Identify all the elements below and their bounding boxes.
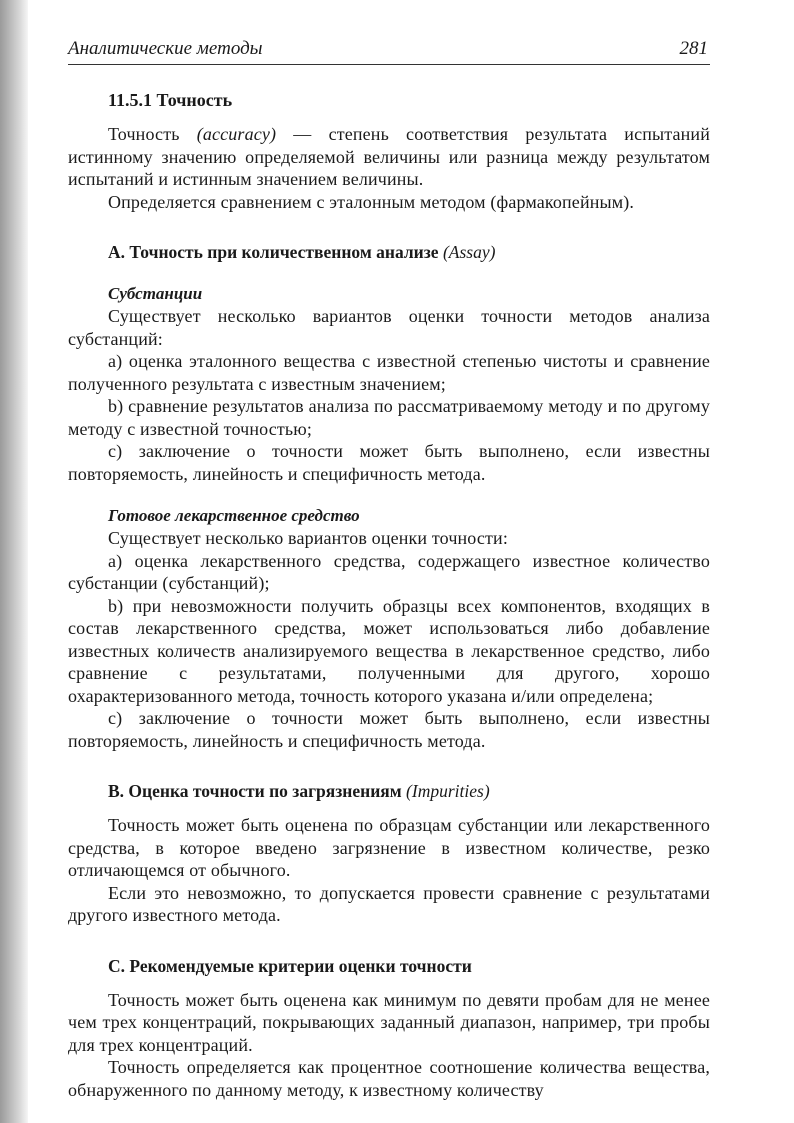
- substances-item-c: с) заключение о точности может быть выполнено, если известны повторяемость, линейность и специфичность метода.: [68, 441, 710, 484]
- part-b-paragraph-1: Точность может быть оценена по образцам субстанции или лекарственного средства, в которое введено загрязнение в известном количестве, резко отличающемся от обычного.: [68, 815, 710, 880]
- accuracy-term: (accuracy): [196, 124, 277, 144]
- part-a-heading: А. Точность при количественном анализе (Assay): [108, 242, 496, 262]
- product-item-a: а) оценка лекарственного средства, содержащего известное количество субстанции (субстанций);: [68, 550, 710, 593]
- page-number: 281: [679, 38, 708, 59]
- product-intro: Существует несколько вариантов оценки точности:: [108, 528, 508, 548]
- part-b-paragraph-2: Если это невозможно, то допускается провести сравнение с результатами другого известного метода.: [68, 882, 710, 925]
- section-title: 11.5.1 Точность: [108, 90, 233, 110]
- accuracy-method: Определяется сравнением с эталонным методом (фармакопейным).: [108, 191, 635, 212]
- product-heading: Готовое лекарственное средство: [108, 506, 360, 525]
- accuracy-definition: Точность (accuracy) — степень соответствия результата испытаний истинному значению определяемой величины или разница между результатом испытаний и истинным значением величины.: [68, 124, 710, 189]
- substances-item-b: b) сравнение результатов анализа по рассматриваемому методу и по другому методу с известной точностью;: [68, 396, 710, 439]
- substances-item-a: а) оценка эталонного вещества с известной степенью чистоты и сравнение полученного результата с известным значением;: [68, 351, 710, 394]
- substances-heading: Субстанции: [108, 284, 203, 303]
- scan-page-shadow: [0, 0, 28, 1123]
- part-c-paragraph-1: Точность может быть оценена как минимум по девяти пробам для не менее чем трех концентраций, покрывающих заданный диапазон, например, три пробы для трех концентраций.: [68, 989, 710, 1055]
- running-title: Аналитические методы: [68, 38, 263, 59]
- part-b-heading: В. Оценка точности по загрязнениям (Impurities): [108, 781, 490, 801]
- substances-intro: Существует несколько вариантов оценки точности методов анализа субстанций:: [68, 306, 710, 349]
- part-c-paragraph-2: Точность определяется как процентное соотношение количества вещества, обнаруженного по данному методу, к известному количеству: [68, 1057, 710, 1100]
- part-c-heading: С. Рекомендуемые критерии оценки точности: [108, 955, 472, 976]
- product-item-b: b) при невозможности получить образцы всех компонентов, входящих в состав лекарственного средства, может использоваться либо добавление известных количеств анализируемого вещества в лекарственное средство, либо сравнение с результатами, полученными для другого, хорошо охарактеризованного метода, точность которого указана и/или определена;: [68, 595, 710, 706]
- product-item-c: с) заключение о точности может быть выполнено, если известны повторяемость, линейность и специфичность метода.: [68, 708, 710, 751]
- running-header: [68, 38, 710, 65]
- book-page: [68, 38, 710, 1101]
